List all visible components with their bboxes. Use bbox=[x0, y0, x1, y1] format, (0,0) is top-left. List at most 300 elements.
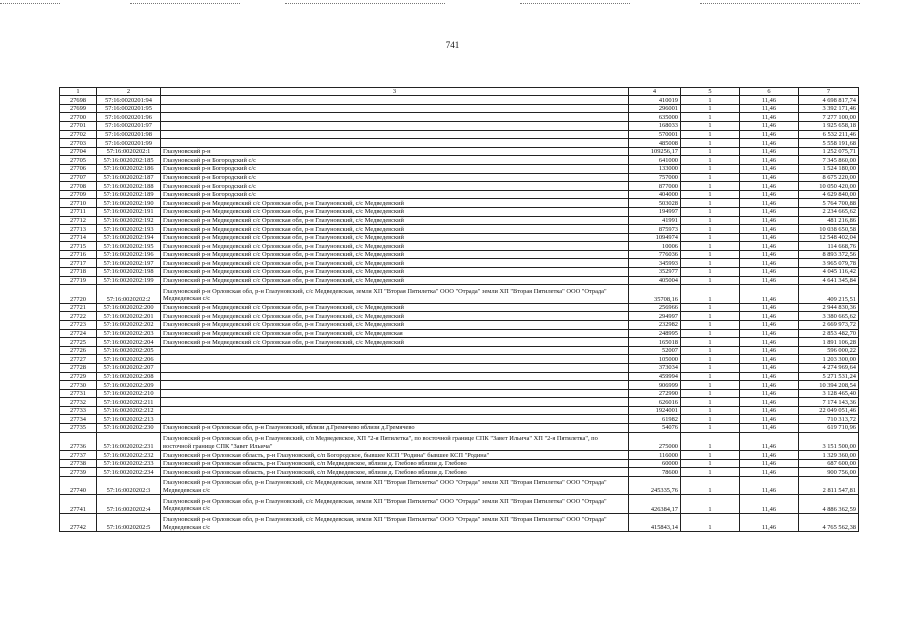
cadastral-number: 57:16:0020202:199 bbox=[97, 276, 161, 285]
address: Глазуновский р-н Медведевский с/с Орловская обл, р-н Глазуновский, с/с Медведевский bbox=[161, 259, 629, 268]
column-header: 3 bbox=[161, 88, 629, 96]
address: Глазуновский р-н Богородский с/с bbox=[161, 173, 629, 182]
rate-value: 11,46 bbox=[740, 259, 799, 268]
column-5-value: 1 bbox=[681, 320, 740, 329]
table-row bbox=[60, 363, 859, 372]
cadastral-number: 57:16:0020202:205 bbox=[97, 346, 161, 355]
rate-value: 11,46 bbox=[740, 415, 799, 424]
cadastral-number: 57:16:0020201:94 bbox=[97, 96, 161, 105]
rate-value: 11,46 bbox=[740, 346, 799, 355]
table-row bbox=[60, 398, 859, 407]
table-row bbox=[60, 513, 859, 532]
rate-value: 11,46 bbox=[740, 285, 799, 304]
rate-value: 11,46 bbox=[740, 182, 799, 191]
column-5-value: 1 bbox=[681, 164, 740, 173]
row-number: 27703 bbox=[60, 139, 97, 148]
cadastral-number: 57:16:0020202:234 bbox=[97, 468, 161, 477]
address: Глазуновский р-н Медведевский с/с Орловская обл, р-н Глазуновский, с/с Медведевский bbox=[161, 216, 629, 225]
table-row bbox=[60, 121, 859, 130]
cadastral-number: 57:16:0020202:212 bbox=[97, 406, 161, 415]
table-row bbox=[60, 199, 859, 208]
table-row bbox=[60, 468, 859, 477]
address: Глазуновский р-н Орловская обл, р-н Глазуновский, с/с Медведевская, земля ХП "Вторая Пятилетка" ООО "Отрада" земли ХП "Вторая Пятилетка" ООО "Отрада" Медведевская с/с bbox=[161, 285, 629, 304]
table-row bbox=[60, 104, 859, 113]
rate-value: 11,46 bbox=[740, 173, 799, 182]
cadastral-value: 710 313,72 bbox=[799, 415, 859, 424]
cadastral-value: 2 944 830,36 bbox=[799, 303, 859, 312]
row-number: 27727 bbox=[60, 355, 97, 364]
page-number: 741 bbox=[445, 40, 460, 50]
table-row bbox=[60, 338, 859, 347]
cadastral-number: 57:16:0020201:99 bbox=[97, 139, 161, 148]
cadastral-value: 2 234 665,62 bbox=[799, 207, 859, 216]
rate-value: 11,46 bbox=[740, 389, 799, 398]
address: Глазуновский р-н Орловская обл, р-н Глазуновский, вблизи д.Гремячево вблизи д.Гремячево bbox=[161, 424, 629, 433]
rate-value: 11,46 bbox=[740, 199, 799, 208]
cadastral-number: 57:16:0020202:195 bbox=[97, 242, 161, 251]
area-value: 78600 bbox=[629, 468, 681, 477]
area-value: 635000 bbox=[629, 113, 681, 122]
row-number: 27723 bbox=[60, 320, 97, 329]
address: Глазуновский р-н Медведевский с/с Орловская обл, р-н Глазуновский, с/с Медведевский bbox=[161, 303, 629, 312]
address bbox=[161, 355, 629, 364]
table-row bbox=[60, 259, 859, 268]
area-value: 626016 bbox=[629, 398, 681, 407]
address bbox=[161, 363, 629, 372]
cadastral-value: 2 853 482,70 bbox=[799, 329, 859, 338]
row-number: 27731 bbox=[60, 389, 97, 398]
column-5-value: 1 bbox=[681, 113, 740, 122]
area-value: 105000 bbox=[629, 355, 681, 364]
row-number: 27717 bbox=[60, 259, 97, 268]
address bbox=[161, 398, 629, 407]
column-5-value: 1 bbox=[681, 104, 740, 113]
area-value: 275000 bbox=[629, 432, 681, 451]
column-5-value: 1 bbox=[681, 406, 740, 415]
cadastral-number: 57:16:0020202:186 bbox=[97, 164, 161, 173]
cadastral-number: 57:16:0020202:192 bbox=[97, 216, 161, 225]
rate-value: 11,46 bbox=[740, 139, 799, 148]
cadastral-value: 4 765 562,38 bbox=[799, 513, 859, 532]
table-row bbox=[60, 285, 859, 304]
cadastral-number: 57:16:0020202:203 bbox=[97, 329, 161, 338]
cadastral-number: 57:16:0020202:200 bbox=[97, 303, 161, 312]
table-row bbox=[60, 415, 859, 424]
cadastral-value: 7 174 143,36 bbox=[799, 398, 859, 407]
cadastral-table bbox=[59, 87, 859, 532]
rate-value: 11,46 bbox=[740, 381, 799, 390]
column-5-value: 1 bbox=[681, 250, 740, 259]
address: Глазуновский р-н Медведевский с/с Орловская обл, р-н Глазуновский, с/с Медведевский bbox=[161, 225, 629, 234]
rate-value: 11,46 bbox=[740, 268, 799, 277]
column-5-value: 1 bbox=[681, 190, 740, 199]
column-5-value: 1 bbox=[681, 182, 740, 191]
table-row bbox=[60, 312, 859, 321]
cadastral-number: 57:16:0020202:232 bbox=[97, 451, 161, 460]
area-value: 35708,16 bbox=[629, 285, 681, 304]
cadastral-number: 57:16:0020202:187 bbox=[97, 173, 161, 182]
cadastral-value: 6 532 211,46 bbox=[799, 130, 859, 139]
row-number: 27719 bbox=[60, 276, 97, 285]
address: Глазуновский р-н Медведевский с/с Орловская обл, р-н Глазуновский, с/с Медведевский bbox=[161, 320, 629, 329]
address bbox=[161, 139, 629, 148]
cadastral-value: 481 216,86 bbox=[799, 216, 859, 225]
table-row bbox=[60, 225, 859, 234]
cadastral-number: 57:16:0020202:189 bbox=[97, 190, 161, 199]
column-5-value: 1 bbox=[681, 207, 740, 216]
area-value: 294997 bbox=[629, 312, 681, 321]
row-number: 27699 bbox=[60, 104, 97, 113]
area-value: 570001 bbox=[629, 130, 681, 139]
column-5-value: 1 bbox=[681, 121, 740, 130]
column-5-value: 1 bbox=[681, 468, 740, 477]
row-number: 27737 bbox=[60, 451, 97, 460]
column-5-value: 1 bbox=[681, 495, 740, 514]
area-value: 61982 bbox=[629, 415, 681, 424]
rate-value: 11,46 bbox=[740, 130, 799, 139]
cadastral-value: 3 151 500,00 bbox=[799, 432, 859, 451]
address bbox=[161, 381, 629, 390]
area-value: 459994 bbox=[629, 372, 681, 381]
row-number: 27730 bbox=[60, 381, 97, 390]
column-5-value: 1 bbox=[681, 242, 740, 251]
row-number: 27718 bbox=[60, 268, 97, 277]
area-value: 776036 bbox=[629, 250, 681, 259]
address bbox=[161, 104, 629, 113]
row-number: 27710 bbox=[60, 199, 97, 208]
table-row bbox=[60, 389, 859, 398]
area-value: 10006 bbox=[629, 242, 681, 251]
column-5-value: 1 bbox=[681, 363, 740, 372]
table-row bbox=[60, 381, 859, 390]
cadastral-value: 4 886 362,59 bbox=[799, 495, 859, 514]
cadastral-value: 619 710,96 bbox=[799, 424, 859, 433]
area-value: 373034 bbox=[629, 363, 681, 372]
rate-value: 11,46 bbox=[740, 207, 799, 216]
rate-value: 11,46 bbox=[740, 338, 799, 347]
area-value: 1924001 bbox=[629, 406, 681, 415]
row-number: 27722 bbox=[60, 312, 97, 321]
column-5-value: 1 bbox=[681, 199, 740, 208]
column-header: 2 bbox=[97, 88, 161, 96]
address: Глазуновский р-н Орловская область, р-н Глазуновский, с/п Медведевское, вблизи д. Глебово вблизи д. Глебово bbox=[161, 468, 629, 477]
rate-value: 11,46 bbox=[740, 303, 799, 312]
column-header: 5 bbox=[681, 88, 740, 96]
row-number: 27716 bbox=[60, 250, 97, 259]
column-5-value: 1 bbox=[681, 415, 740, 424]
cadastral-number: 57:16:0020202:2 bbox=[97, 285, 161, 304]
row-number: 27734 bbox=[60, 415, 97, 424]
cadastral-value: 1 329 360,00 bbox=[799, 451, 859, 460]
row-number: 27706 bbox=[60, 164, 97, 173]
row-number: 27698 bbox=[60, 96, 97, 105]
table-row bbox=[60, 190, 859, 199]
cadastral-value: 5 558 191,68 bbox=[799, 139, 859, 148]
address bbox=[161, 113, 629, 122]
cadastral-number: 57:16:0020202:213 bbox=[97, 415, 161, 424]
area-value: 272990 bbox=[629, 389, 681, 398]
rate-value: 11,46 bbox=[740, 225, 799, 234]
address: Глазуновский р-н Медведевский с/с Орловская обл, р-н Глазуновский, с/с Медведевский bbox=[161, 312, 629, 321]
address: Глазуновский р-н Богородский с/с bbox=[161, 182, 629, 191]
area-value: 410019 bbox=[629, 96, 681, 105]
column-5-value: 1 bbox=[681, 259, 740, 268]
cadastral-number: 57:16:0020202:230 bbox=[97, 424, 161, 433]
table-row bbox=[60, 268, 859, 277]
column-5-value: 1 bbox=[681, 312, 740, 321]
table-row bbox=[60, 406, 859, 415]
column-5-value: 1 bbox=[681, 476, 740, 495]
cadastral-number: 57:16:0020201:95 bbox=[97, 104, 161, 113]
table-row bbox=[60, 303, 859, 312]
row-number: 27701 bbox=[60, 121, 97, 130]
row-number: 27709 bbox=[60, 190, 97, 199]
column-5-value: 1 bbox=[681, 303, 740, 312]
column-5-value: 1 bbox=[681, 451, 740, 460]
cadastral-value: 4 274 969,64 bbox=[799, 363, 859, 372]
table-row bbox=[60, 233, 859, 242]
rate-value: 11,46 bbox=[740, 216, 799, 225]
table-row bbox=[60, 372, 859, 381]
area-value: 168033 bbox=[629, 121, 681, 130]
cadastral-number: 57:16:0020202:210 bbox=[97, 389, 161, 398]
column-header: 1 bbox=[60, 88, 97, 96]
row-number: 27725 bbox=[60, 338, 97, 347]
cadastral-value: 1 203 300,00 bbox=[799, 355, 859, 364]
column-5-value: 1 bbox=[681, 156, 740, 165]
row-number: 27720 bbox=[60, 285, 97, 304]
address bbox=[161, 130, 629, 139]
table-row bbox=[60, 207, 859, 216]
address: Глазуновский р-н Богородский с/с bbox=[161, 156, 629, 165]
cadastral-value: 5 271 531,24 bbox=[799, 372, 859, 381]
cadastral-value: 3 392 171,46 bbox=[799, 104, 859, 113]
area-value: 133000 bbox=[629, 164, 681, 173]
cadastral-value: 8 675 220,00 bbox=[799, 173, 859, 182]
area-value: 54076 bbox=[629, 424, 681, 433]
rate-value: 11,46 bbox=[740, 329, 799, 338]
address: Глазуновский р-н Медведевский с/с Орловская обл, р-н Глазуновский, с/с Медведевский bbox=[161, 242, 629, 251]
column-5-value: 1 bbox=[681, 139, 740, 148]
area-value: 757000 bbox=[629, 173, 681, 182]
cadastral-number: 57:16:0020202:188 bbox=[97, 182, 161, 191]
cadastral-number: 57:16:0020202:197 bbox=[97, 259, 161, 268]
row-number: 27726 bbox=[60, 346, 97, 355]
area-value: 52007 bbox=[629, 346, 681, 355]
rate-value: 11,46 bbox=[740, 190, 799, 199]
area-value: 875973 bbox=[629, 225, 681, 234]
address: Глазуновский р-н Орловская обл, р-н Глазуновский, с/с Медведевская, земля ХП "Вторая Пятилетка" ООО "Отрада" земли ХП "Вторая Пятилетка" ООО "Отрада" Медведевская с/с bbox=[161, 476, 629, 495]
column-5-value: 1 bbox=[681, 276, 740, 285]
rate-value: 11,46 bbox=[740, 233, 799, 242]
rate-value: 11,46 bbox=[740, 363, 799, 372]
address bbox=[161, 406, 629, 415]
column-5-value: 1 bbox=[681, 216, 740, 225]
column-5-value: 1 bbox=[681, 355, 740, 364]
address: Глазуновский р-н Медведевский с/с Орловская обл, р-н Глазуновский, с/с Медведевская bbox=[161, 329, 629, 338]
cadastral-value: 8 893 372,56 bbox=[799, 250, 859, 259]
row-number: 27700 bbox=[60, 113, 97, 122]
table-row bbox=[60, 432, 859, 451]
column-5-value: 1 bbox=[681, 268, 740, 277]
cadastral-value: 3 965 079,78 bbox=[799, 259, 859, 268]
rate-value: 11,46 bbox=[740, 451, 799, 460]
table-row bbox=[60, 329, 859, 338]
area-value: 256966 bbox=[629, 303, 681, 312]
table-row bbox=[60, 139, 859, 148]
table-row bbox=[60, 459, 859, 468]
cadastral-number: 57:16:0020202:194 bbox=[97, 233, 161, 242]
table-row bbox=[60, 476, 859, 495]
column-5-value: 1 bbox=[681, 459, 740, 468]
cadastral-number: 57:16:0020202:206 bbox=[97, 355, 161, 364]
area-value: 248995 bbox=[629, 329, 681, 338]
row-number: 27702 bbox=[60, 130, 97, 139]
cadastral-value: 3 128 465,40 bbox=[799, 389, 859, 398]
area-value: 485008 bbox=[629, 139, 681, 148]
area-value: 426384,17 bbox=[629, 495, 681, 514]
table-row bbox=[60, 242, 859, 251]
column-number-row bbox=[60, 88, 859, 96]
rate-value: 11,46 bbox=[740, 276, 799, 285]
cadastral-value: 10 050 420,00 bbox=[799, 182, 859, 191]
column-header: 6 bbox=[740, 88, 799, 96]
rate-value: 11,46 bbox=[740, 96, 799, 105]
cadastral-number: 57:16:0020202:5 bbox=[97, 513, 161, 532]
rate-value: 11,46 bbox=[740, 513, 799, 532]
cadastral-value: 3 380 665,62 bbox=[799, 312, 859, 321]
column-header: 4 bbox=[629, 88, 681, 96]
address: Глазуновский р-н Медведевский с/с Орловская обл, р-н Глазуновский, с/с Медведевский bbox=[161, 338, 629, 347]
area-value: 194997 bbox=[629, 207, 681, 216]
area-value: 245335,76 bbox=[629, 476, 681, 495]
cadastral-value: 900 756,00 bbox=[799, 468, 859, 477]
column-5-value: 1 bbox=[681, 130, 740, 139]
cadastral-number: 57:16:0020202:204 bbox=[97, 338, 161, 347]
rate-value: 11,46 bbox=[740, 398, 799, 407]
table-row bbox=[60, 495, 859, 514]
cadastral-number: 57:16:0020202:191 bbox=[97, 207, 161, 216]
address: Глазуновский р-н Орловская область, р-н Глазуновский, с/п Медведевское, вблизи д. Глебово вблизи д. Глебово bbox=[161, 459, 629, 468]
cadastral-number: 57:16:0020201:98 bbox=[97, 130, 161, 139]
column-5-value: 1 bbox=[681, 432, 740, 451]
address: Глазуновский р-н Орловская обл, р-н Глазуновский, с/с Медведевская, земля ХП "Вторая Пятилетка" ООО "Отрада" земли ХП "Вторая Пятилетка" ООО "Отрада" Медведевская с/с bbox=[161, 513, 629, 532]
area-value: 345993 bbox=[629, 259, 681, 268]
table-row bbox=[60, 113, 859, 122]
rate-value: 11,46 bbox=[740, 432, 799, 451]
column-header: 7 bbox=[799, 88, 859, 96]
address: Глазуновский р-н Богородский с/с bbox=[161, 164, 629, 173]
column-5-value: 1 bbox=[681, 381, 740, 390]
rate-value: 11,46 bbox=[740, 113, 799, 122]
area-value: 906999 bbox=[629, 381, 681, 390]
area-value: 1094974 bbox=[629, 233, 681, 242]
column-5-value: 1 bbox=[681, 513, 740, 532]
rate-value: 11,46 bbox=[740, 121, 799, 130]
row-number: 27739 bbox=[60, 468, 97, 477]
area-value: 296001 bbox=[629, 104, 681, 113]
row-number: 27741 bbox=[60, 495, 97, 514]
row-number: 27711 bbox=[60, 207, 97, 216]
address: Глазуновский р-н Медведевский с/с Орловская обл, р-н Глазуновский, с/с Медведевский bbox=[161, 199, 629, 208]
area-value: 877000 bbox=[629, 182, 681, 191]
table-row bbox=[60, 182, 859, 191]
cadastral-value: 4 045 116,42 bbox=[799, 268, 859, 277]
table-row bbox=[60, 147, 859, 156]
row-number: 27714 bbox=[60, 233, 97, 242]
cadastral-value: 1 891 106,28 bbox=[799, 338, 859, 347]
rate-value: 11,46 bbox=[740, 476, 799, 495]
area-value: 405004 bbox=[629, 276, 681, 285]
table-row bbox=[60, 250, 859, 259]
cadastral-value: 4 698 817,74 bbox=[799, 96, 859, 105]
area-value: 352977 bbox=[629, 268, 681, 277]
address: Глазуновский р-н Медведевский с/с Орловская обл, р-н Глазуновский, с/с Медведевский bbox=[161, 233, 629, 242]
cadastral-number: 57:16:0020202:3 bbox=[97, 476, 161, 495]
scan-edge-artifacts bbox=[0, 0, 905, 10]
rate-value: 11,46 bbox=[740, 320, 799, 329]
table-body bbox=[60, 96, 859, 532]
area-value: 404000 bbox=[629, 190, 681, 199]
column-5-value: 1 bbox=[681, 96, 740, 105]
column-5-value: 1 bbox=[681, 233, 740, 242]
cadastral-value: 2 669 973,72 bbox=[799, 320, 859, 329]
row-number: 27707 bbox=[60, 173, 97, 182]
row-number: 27724 bbox=[60, 329, 97, 338]
cadastral-value: 7 345 860,00 bbox=[799, 156, 859, 165]
row-number: 27704 bbox=[60, 147, 97, 156]
row-number: 27735 bbox=[60, 424, 97, 433]
address: Глазуновский р-н Орловская обл, р-н Глазуновский, с/с Медведевская, земля ХП "Вторая Пятилетка" ООО "Отрада" земли ХП "Вторая Пятилетка" ООО "Отрада" Медведевская с/с bbox=[161, 495, 629, 514]
cadastral-value: 4 629 840,00 bbox=[799, 190, 859, 199]
column-5-value: 1 bbox=[681, 173, 740, 182]
cadastral-number: 57:16:0020202:202 bbox=[97, 320, 161, 329]
cadastral-value: 596 000,22 bbox=[799, 346, 859, 355]
column-5-value: 1 bbox=[681, 147, 740, 156]
row-number: 27740 bbox=[60, 476, 97, 495]
row-number: 27708 bbox=[60, 182, 97, 191]
rate-value: 11,46 bbox=[740, 468, 799, 477]
area-value: 232982 bbox=[629, 320, 681, 329]
cadastral-value: 10 394 208,54 bbox=[799, 381, 859, 390]
row-number: 27738 bbox=[60, 459, 97, 468]
rate-value: 11,46 bbox=[740, 312, 799, 321]
cadastral-number: 57:16:0020202:207 bbox=[97, 363, 161, 372]
cadastral-number: 57:16:0020202:201 bbox=[97, 312, 161, 321]
cadastral-value: 1 252 075,71 bbox=[799, 147, 859, 156]
cadastral-value: 12 548 402,04 bbox=[799, 233, 859, 242]
cadastral-value: 5 764 700,88 bbox=[799, 199, 859, 208]
cadastral-number: 57:16:0020202:185 bbox=[97, 156, 161, 165]
row-number: 27732 bbox=[60, 398, 97, 407]
cadastral-number: 57:16:0020202:190 bbox=[97, 199, 161, 208]
row-number: 27713 bbox=[60, 225, 97, 234]
cadastral-number: 57:16:0020202:233 bbox=[97, 459, 161, 468]
cadastral-value: 1 524 180,00 bbox=[799, 164, 859, 173]
cadastral-number: 57:16:0020201:96 bbox=[97, 113, 161, 122]
area-value: 60000 bbox=[629, 459, 681, 468]
cadastral-value: 409 215,51 bbox=[799, 285, 859, 304]
rate-value: 11,46 bbox=[740, 406, 799, 415]
address bbox=[161, 346, 629, 355]
table-row bbox=[60, 355, 859, 364]
cadastral-value: 1 925 658,18 bbox=[799, 121, 859, 130]
column-5-value: 1 bbox=[681, 424, 740, 433]
row-number: 27715 bbox=[60, 242, 97, 251]
column-5-value: 1 bbox=[681, 338, 740, 347]
address: Глазуновский р-н Медведевский с/с Орловская обл, р-н Глазуновский, с/с Медведевский bbox=[161, 250, 629, 259]
table-row bbox=[60, 216, 859, 225]
